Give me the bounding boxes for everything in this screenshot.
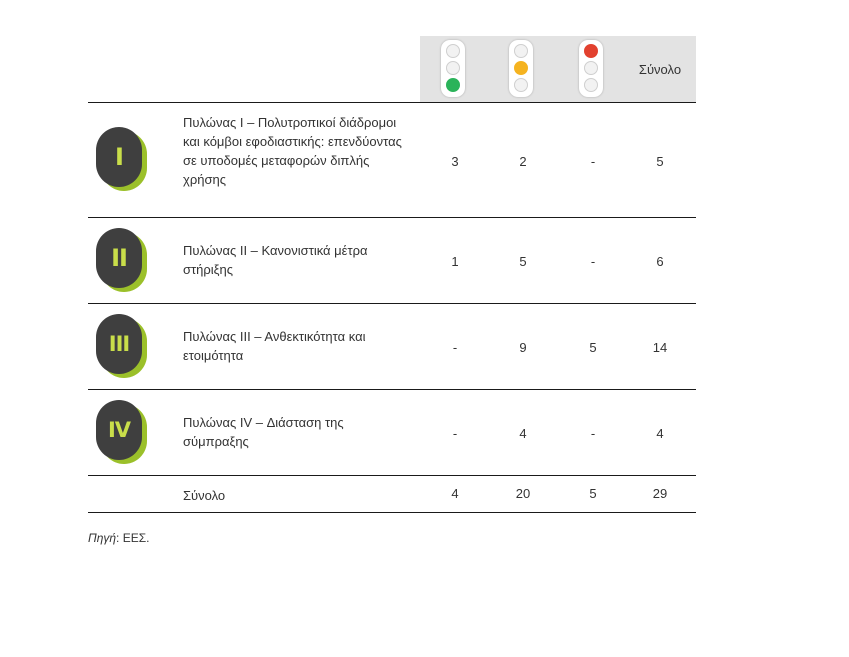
row-total: 5 bbox=[656, 154, 664, 169]
table-row bbox=[88, 304, 696, 389]
source-label: Πηγή bbox=[88, 531, 117, 545]
green-count: 3 bbox=[451, 154, 459, 169]
red-count: 5 bbox=[589, 340, 597, 355]
green-total: 4 bbox=[451, 486, 459, 501]
traffic-light-yellow-icon bbox=[509, 40, 533, 97]
yellow-count: 4 bbox=[519, 426, 527, 441]
traffic-light-red-icon bbox=[579, 40, 603, 97]
header-total-label: Σύνολο bbox=[638, 62, 682, 77]
pillar-badge-icon: III bbox=[96, 314, 146, 378]
red-count: - bbox=[590, 254, 596, 269]
traffic-light-green-icon bbox=[441, 40, 465, 97]
green-count: - bbox=[452, 426, 458, 441]
green-lamp bbox=[446, 78, 460, 92]
pillar-label: Πυλώνας IV – Διάσταση της σύμπραξης bbox=[183, 415, 344, 449]
green-count: - bbox=[452, 340, 458, 355]
red-count: - bbox=[590, 426, 596, 441]
yellow-count: 2 bbox=[519, 154, 527, 169]
table-row bbox=[88, 218, 696, 303]
source-text: : ΕΕΣ. bbox=[116, 531, 150, 545]
yellow-count: 5 bbox=[519, 254, 527, 269]
row-total: 4 bbox=[656, 426, 664, 441]
pillar-label: Πυλώνας Ι – Πολυτροπικοί διάδρομοι και κόμβοι εφοδιαστικής: επενδύοντας σε υποδομές μεταφορών διπλής χρήσης bbox=[183, 115, 402, 187]
red-total: 5 bbox=[589, 486, 597, 501]
row-total: 14 bbox=[652, 340, 668, 355]
red-count: - bbox=[590, 154, 596, 169]
red-lamp bbox=[584, 44, 598, 58]
source-note bbox=[88, 531, 149, 545]
yellow-count: 9 bbox=[519, 340, 527, 355]
table-row bbox=[88, 390, 696, 475]
row-total: 6 bbox=[656, 254, 664, 269]
pillar-label: Πυλώνας ΙΙ – Κανονιστικά μέτρα στήριξης bbox=[183, 243, 368, 277]
table-total-row bbox=[88, 476, 696, 512]
yellow-total: 20 bbox=[515, 486, 531, 501]
table-rule bbox=[88, 512, 696, 513]
table-row bbox=[88, 103, 696, 217]
pillar-badge-icon: I bbox=[96, 127, 146, 191]
yellow-lamp bbox=[514, 61, 528, 75]
green-count: 1 bbox=[451, 254, 459, 269]
pillar-badge-icon: II bbox=[96, 228, 146, 292]
pillar-label: Πυλώνας ΙΙΙ – Ανθεκτικότητα και ετοιμότητα bbox=[183, 329, 366, 363]
grand-total: 29 bbox=[652, 486, 668, 501]
pillar-badge-icon: IV bbox=[96, 400, 146, 464]
total-row-label: Σύνολο bbox=[183, 488, 226, 503]
